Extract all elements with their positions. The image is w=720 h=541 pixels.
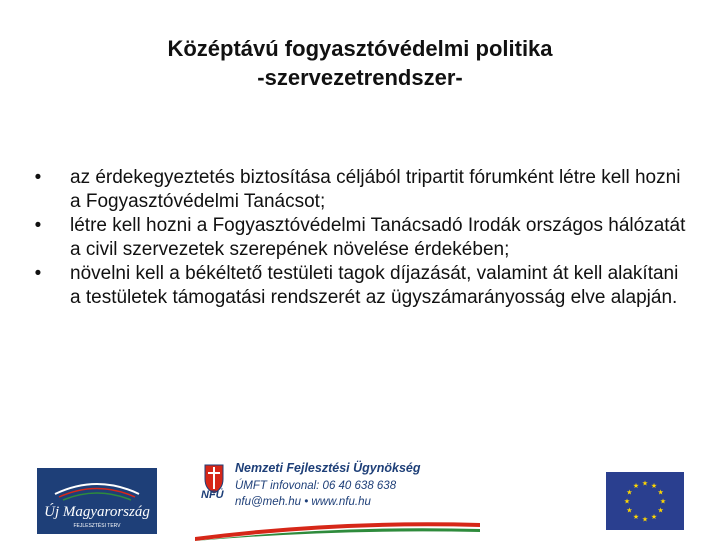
- eu-star: ★: [650, 514, 658, 522]
- tricolor-swoosh: [195, 517, 480, 541]
- eu-star: ★: [650, 482, 658, 490]
- bullet-text: létre kell hozni a Fogyasztóvédelmi Tanácsadó Irodák országos hálózatát a civil szervezetek szerepének növelése érdekében;: [70, 215, 686, 260]
- eu-star: ★: [632, 514, 640, 522]
- uj-magyarorszag-logo-graphic: [37, 468, 157, 534]
- bullet-text: növelni kell a békéltető testületi tagok díjazását, valamint át kell alakítani a testületek támogatási rendszerét az ügyszámarányosság elve alapján.: [70, 263, 679, 308]
- eu-star: ★: [641, 516, 649, 524]
- eu-star: ★: [641, 480, 649, 488]
- nfu-infoline: ÚMFT infovonal: 06 40 638 638: [235, 480, 397, 492]
- nfu-banner: [195, 455, 480, 540]
- bullet-item: [30, 262, 690, 310]
- bullet-list: [30, 166, 690, 310]
- eu-star: ★: [626, 507, 633, 515]
- nfu-abbreviation: NFÜ: [201, 489, 224, 501]
- bullet-marker: •: [34, 263, 42, 284]
- bullet-marker: •: [34, 215, 42, 236]
- eu-flag-icon: [606, 472, 684, 530]
- bullet-item: [30, 166, 690, 214]
- slide-title: [0, 34, 720, 92]
- uj-magyarorszag-logo-text: Új Magyarország: [44, 504, 150, 520]
- eu-star: ★: [657, 489, 664, 497]
- nfu-agency-name: Nemzeti Fejlesztési Ügynökség: [235, 461, 421, 475]
- eu-star: ★: [626, 489, 633, 497]
- eu-star: ★: [657, 507, 664, 515]
- bullet-marker: •: [34, 167, 42, 188]
- title-line-1: Középtávú fogyasztóvédelmi politika: [167, 36, 553, 61]
- eu-star: ★: [659, 498, 667, 506]
- eu-flag-graphic: [606, 472, 684, 530]
- bullet-item: [30, 214, 690, 262]
- eu-star: ★: [632, 482, 640, 490]
- eu-star: ★: [623, 498, 631, 506]
- bullet-text: az érdekegyeztetés biztosítása céljából tripartit fórumként létre kell hozni a Fogyasztóvédelmi Tanácsot;: [70, 167, 681, 212]
- hungarian-coat-of-arms-icon: [199, 461, 229, 513]
- uj-magyarorszag-logo-subtext: FEJLESZTÉSI TERV: [73, 523, 121, 529]
- title-line-2: -szervezetrendszer-: [257, 65, 463, 90]
- uj-magyarorszag-logo: [37, 468, 157, 534]
- nfu-contact: nfu@meh.hu • www.nfu.hu: [235, 496, 371, 508]
